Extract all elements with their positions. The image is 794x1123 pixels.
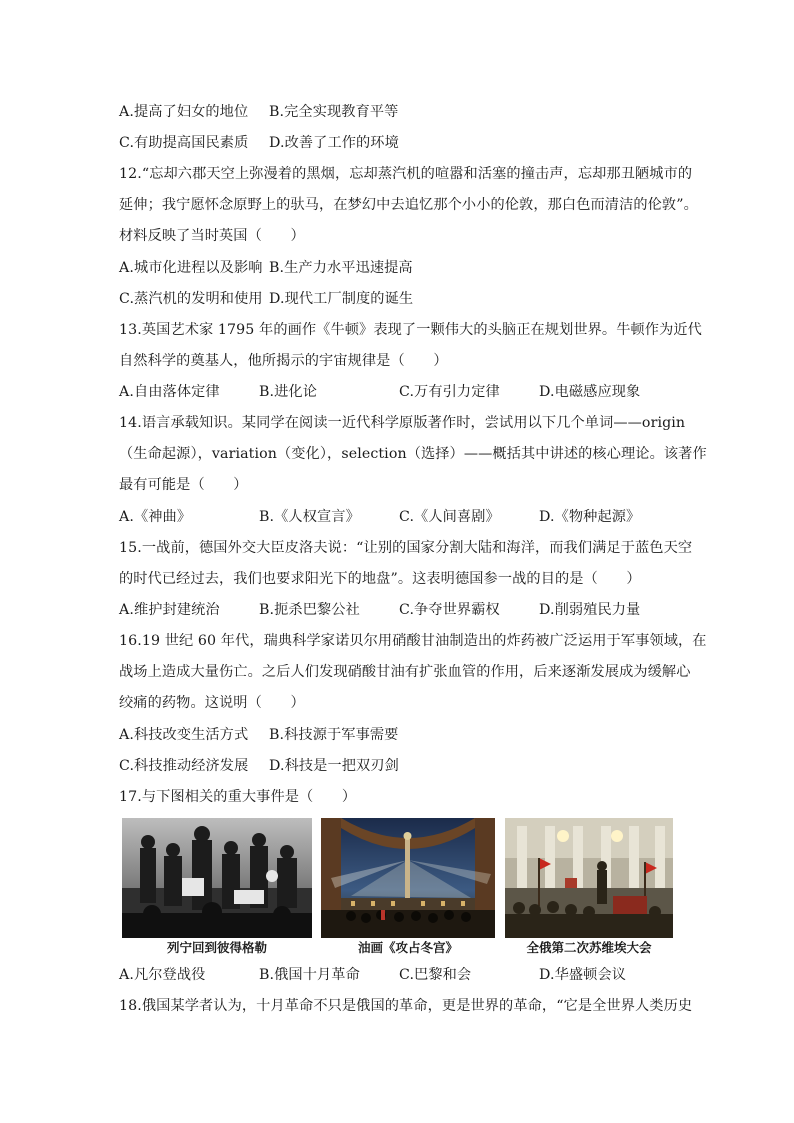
q15-stem-line-1: 15.一战前，德国外交大臣皮洛夫说：“让别的国家分割大陆和海洋，而我们满足于蓝色天空 (119, 540, 693, 556)
caption-storming-winter-palace: 油画《攻占冬宫》 (357, 940, 458, 955)
q14-stem-line-3: 最有可能是（ ） (119, 477, 248, 493)
q12-option-b[interactable]: B.生产力水平迅速提高 (269, 260, 413, 276)
painting-storming-winter-palace (321, 818, 495, 938)
q14-option-c[interactable]: C.《人间喜剧》 (399, 509, 500, 525)
q17-figure-strip (122, 818, 674, 958)
q14-stem-line-2: （生命起源），variation（变化），selection（选择）——概括其中讲述的核心理论。该著作 (119, 446, 707, 462)
q17-option-c[interactable]: C.巴黎和会 (399, 967, 472, 983)
q17-option-a[interactable]: A.凡尔登战役 (119, 967, 206, 983)
q12-stem-line-1: 12.“忘却六郡天空上弥漫着的黑烟，忘却蒸汽机的喧嚣和活塞的撞击声，忘却那丑陋城市的 (119, 166, 693, 182)
q13-option-a[interactable]: A.自由落体定律 (119, 384, 220, 400)
caption-lenin-petrograd: 列宁回到彼得格勒 (166, 940, 267, 955)
q13-options-row (119, 379, 679, 405)
q15-option-a[interactable]: A.维护封建统治 (119, 602, 220, 618)
q12-options-row-2 (119, 286, 679, 312)
q12-stem-line-3: 材料反映了当时英国（ ） (119, 228, 305, 244)
q12-options-row-1 (119, 255, 679, 281)
q14-option-b[interactable]: B.《人权宣言》 (259, 509, 360, 525)
q14-options-row (119, 504, 679, 530)
q17-option-b[interactable]: B.俄国十月革命 (259, 967, 360, 983)
q17-stem-line-1: 17.与下图相关的重大事件是（ ） (119, 789, 357, 805)
photo-lenin-petrograd (122, 818, 312, 938)
q16-option-c[interactable]: C.科技推动经济发展 (119, 758, 249, 774)
q14-option-a[interactable]: A.《神曲》 (119, 509, 192, 525)
q13-stem-line-1: 13.英国艺术家 1795 年的画作《牛顿》表现了一颗伟大的头脑正在规划世界。牛顿作为近代 (119, 322, 702, 338)
q17-options-row (119, 962, 679, 988)
q12-stem-line-2: 延伸；我宁愿怀念原野上的驮马，在梦幻中去追忆那个小小的伦敦，那白色而清洁的伦敦”。 (119, 197, 698, 213)
q13-option-c[interactable]: C.万有引力定律 (399, 384, 500, 400)
q18-stem-line-1: 18.俄国某学者认为，十月革命不只是俄国的革命，更是世界的革命，“它是全世界人类历史 (119, 998, 693, 1014)
q11-option-b[interactable]: B.完全实现教育平等 (269, 104, 399, 120)
q14-option-d[interactable]: D.《物种起源》 (539, 509, 641, 525)
q14-stem-line-1: 14.语言承载知识。某同学在阅读一近代科学原版著作时，尝试用以下几个单词——origin (119, 415, 686, 431)
q13-stem-line-2: 自然科学的奠基人，他所揭示的宇宙规律是（ ） (119, 353, 448, 369)
q15-options-row (119, 597, 679, 623)
q12-option-a[interactable]: A.城市化进程以及影响 (119, 260, 263, 276)
caption-congress-of-soviets: 全俄第二次苏维埃大会 (526, 940, 652, 955)
q13-option-d[interactable]: D.电磁感应现象 (539, 384, 641, 400)
q16-stem-line-3: 绞痛的药物。这说明（ ） (119, 695, 305, 711)
q11-options-row-1 (119, 99, 679, 125)
q11-option-c[interactable]: C.有助提高国民素质 (119, 135, 249, 151)
q16-options-row-1 (119, 722, 679, 748)
q13-option-b[interactable]: B.进化论 (259, 384, 317, 400)
q16-option-d[interactable]: D.科技是一把双刃剑 (269, 758, 399, 774)
q16-option-b[interactable]: B.科技源于军事需要 (269, 727, 399, 743)
painting-congress-of-soviets (505, 818, 673, 938)
q11-option-d[interactable]: D.改善了工作的环境 (269, 135, 399, 151)
q16-stem-line-2: 战场上造成大量伤亡。之后人们发现硝酸甘油有扩张血管的作用，后来逐渐发展成为缓解心 (119, 664, 691, 680)
q16-stem-line-1: 16.19 世纪 60 年代，瑞典科学家诺贝尔用硝酸甘油制造出的炸药被广泛运用于军事领域，在 (119, 633, 707, 649)
q15-option-b[interactable]: B.扼杀巴黎公社 (259, 602, 360, 618)
q17-option-d[interactable]: D.华盛顿会议 (539, 967, 627, 983)
q12-option-c[interactable]: C.蒸汽机的发明和使用 (119, 291, 263, 307)
q11-options-row-2 (119, 130, 679, 156)
q12-option-d[interactable]: D.现代工厂制度的诞生 (269, 291, 414, 307)
q11-option-a[interactable]: A.提高了妇女的地位 (119, 104, 249, 120)
q15-option-d[interactable]: D.削弱殖民力量 (539, 602, 641, 618)
q16-options-row-2 (119, 753, 679, 779)
q15-stem-line-2: 的时代已经过去，我们也要求阳光下的地盘”。这表明德国参一战的目的是（ ） (119, 571, 641, 587)
q16-option-a[interactable]: A.科技改变生活方式 (119, 727, 249, 743)
q15-option-c[interactable]: C.争夺世界霸权 (399, 602, 500, 618)
